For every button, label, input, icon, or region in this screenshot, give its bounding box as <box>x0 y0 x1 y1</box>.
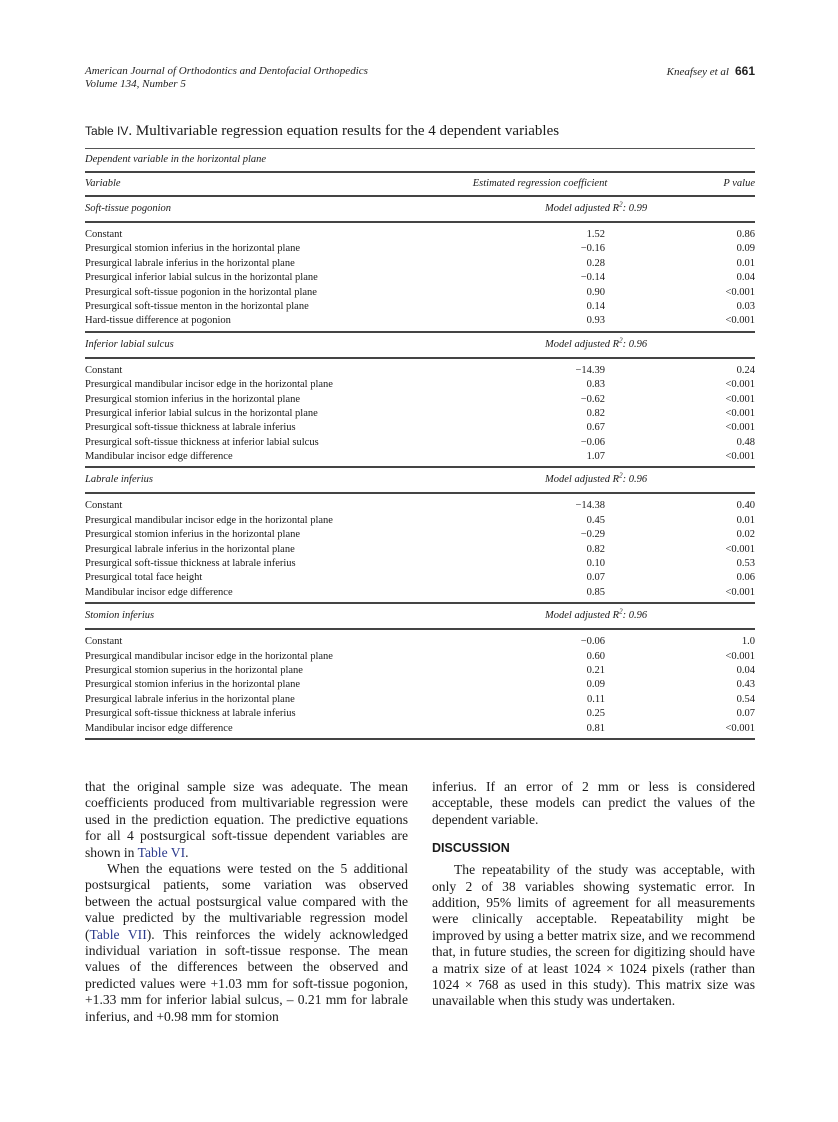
coefficient-cell: −14.39 <box>575 364 605 376</box>
paragraph: inferius. If an error of 2 mm or less is considered acceptable, these models can predict the values of the dependent variable. <box>432 779 755 827</box>
table-row <box>85 650 755 664</box>
table-row <box>85 242 755 256</box>
variable-cell: Mandibular incisor edge difference <box>85 586 233 598</box>
variable-cell: Constant <box>85 500 123 512</box>
column-headers <box>85 173 755 195</box>
dependent-variable-name: Stomion inferius <box>85 610 155 622</box>
coefficient-cell: 0.07 <box>586 572 605 584</box>
paragraph: When the equations were tested on the 5 additional postsurgical patients, some variation was observed between the actual postsurgical value compared with the value predicted by the multivariable regression model (Table VII). This reinforces the widely acknowledged individual variation in soft-tissue response. The mean values of the differences between the observed and predicted values were +1.03 mm for soft-tissue pogonion, +1.33 mm for inferior labial sulcus, – 0.21 mm for labrale inferius, and +0.98 mm for stomion <box>85 861 408 1024</box>
variable-cell: Mandibular incisor edge difference <box>85 722 233 734</box>
column-header-variable: Variable <box>85 178 121 189</box>
p-value-cell: 0.43 <box>736 679 755 691</box>
p-value-cell: 0.01 <box>736 514 755 526</box>
table-row <box>85 300 755 314</box>
coefficient-cell: −0.29 <box>580 529 605 541</box>
p-value-cell: 0.53 <box>736 558 755 570</box>
p-value-cell: 1.0 <box>741 636 755 648</box>
table-row <box>85 436 755 450</box>
dependent-variable-name: Labrale inferius <box>85 474 153 486</box>
coefficient-cell: 1.07 <box>586 451 605 463</box>
coefficient-cell: 0.10 <box>586 558 605 570</box>
coefficient-cell: 0.90 <box>586 286 605 298</box>
p-value-cell: <0.001 <box>725 379 755 391</box>
table-row <box>85 286 755 300</box>
table-row <box>85 499 755 513</box>
p-value-cell: 0.48 <box>736 436 755 448</box>
variable-cell: Presurgical soft-tissue thickness at labrale inferius <box>85 422 296 434</box>
section-header <box>85 197 755 221</box>
table-row <box>85 707 755 721</box>
table-label: Table IV <box>85 124 129 138</box>
journal-volume: Volume 134, Number 5 <box>85 78 186 90</box>
p-value-cell: 0.07 <box>736 708 755 720</box>
table-row <box>85 586 755 600</box>
table-title: . Multivariable regression equation results for the 4 dependent variables <box>128 123 560 139</box>
p-value-cell: <0.001 <box>725 315 755 327</box>
table-row <box>85 557 755 571</box>
paragraph: that the original sample size was adequate. The mean coefficients produced from multivariable regression were used in the prediction equation. The predictive equations for all 4 postsurgical soft-tissue dependent variables are shown in Table VI. <box>85 779 408 860</box>
variable-cell: Presurgical total face height <box>85 572 203 584</box>
coefficient-cell: 0.45 <box>586 514 605 526</box>
coefficient-cell: 0.67 <box>586 422 605 434</box>
variable-cell: Presurgical inferior labial sulcus in the horizontal plane <box>85 272 318 284</box>
variable-cell: Presurgical mandibular incisor edge in the horizontal plane <box>85 650 333 662</box>
coefficient-cell: −0.06 <box>580 636 605 648</box>
coefficient-cell: 0.09 <box>586 679 605 691</box>
journal-title: American Journal of Orthodontics and Dentofacial Orthopedics <box>85 65 368 77</box>
coefficient-cell: 0.14 <box>586 300 605 312</box>
table-row <box>85 543 755 557</box>
table-row <box>85 664 755 678</box>
section-header <box>85 333 755 357</box>
p-value-cell: 0.40 <box>736 500 755 512</box>
p-value-cell: 0.86 <box>736 229 755 240</box>
coefficient-cell: −0.14 <box>580 272 605 284</box>
p-value-cell: 0.06 <box>736 572 755 584</box>
variable-cell: Presurgical stomion inferius in the horizontal plane <box>85 679 301 691</box>
variable-cell: Presurgical labrale inferius in the horizontal plane <box>85 257 295 269</box>
coefficient-cell: −0.16 <box>580 243 605 255</box>
coefficient-cell: 0.83 <box>586 379 605 391</box>
coefficient-cell: 1.52 <box>586 229 605 240</box>
model-r2: Model adjusted $R^2$: 0.96 <box>545 471 648 486</box>
p-value-cell: <0.001 <box>725 407 755 419</box>
coefficient-cell: −14.38 <box>575 500 605 512</box>
coefficient-cell: 0.25 <box>586 708 605 720</box>
table-row <box>85 228 755 242</box>
variable-cell: Presurgical mandibular incisor edge in the horizontal plane <box>85 379 333 391</box>
column-header-p-value: P value <box>723 178 755 189</box>
p-value-cell: 0.03 <box>736 300 755 312</box>
p-value-cell: <0.001 <box>725 422 755 434</box>
coefficient-cell: 0.93 <box>586 315 605 327</box>
section-header <box>85 604 755 628</box>
p-value-cell: <0.001 <box>725 286 755 298</box>
coefficient-cell: 0.21 <box>586 664 605 676</box>
coefficient-cell: 0.11 <box>587 693 605 705</box>
table-row <box>85 271 755 285</box>
p-value-cell: 0.02 <box>736 529 755 541</box>
table-row <box>85 722 755 736</box>
p-value-cell: 0.54 <box>736 693 755 705</box>
variable-cell: Presurgical soft-tissue thickness at inferior labial sulcus <box>85 436 319 448</box>
coefficient-cell: 0.82 <box>586 543 605 555</box>
page-number: 661 <box>734 64 755 78</box>
dependent-variable-name: Soft-tissue pogonion <box>85 203 172 214</box>
variable-cell: Presurgical soft-tissue menton in the horizontal plane <box>85 300 309 312</box>
p-value-cell: <0.001 <box>725 451 755 463</box>
body-column-left <box>85 779 408 1025</box>
paragraph: The repeatability of the study was acceptable, with only 2 of 38 variables showing systematic error. In addition, 95% limits of agreement for all measurements were clinically acceptable. Repeatability might be improved by using a better matrix size, and we recommend that, in future studies, the screen for digitizing should have a matrix size of at least 1024 × 1024 pixels (rather than 1024 × 768 as used in this study). This matrix size was unavailable when this study was undertaken. <box>432 862 755 1009</box>
variable-cell: Presurgical stomion inferius in the horizontal plane <box>85 393 301 405</box>
table-row <box>85 528 755 542</box>
p-value-cell: 0.09 <box>736 243 755 255</box>
table-row <box>85 450 755 464</box>
table-vii-link[interactable]: Table VII <box>89 926 147 942</box>
variable-cell: Presurgical stomion superius in the horizontal plane <box>85 664 303 676</box>
variable-cell: Presurgical soft-tissue thickness at labrale inferius <box>85 708 296 720</box>
running-authors: Kneafsey et al <box>666 66 729 78</box>
coefficient-cell: −0.06 <box>580 436 605 448</box>
column-header-coefficient: Estimated regression coefficient <box>472 178 608 189</box>
p-value-cell: <0.001 <box>725 586 755 598</box>
p-value-cell: 0.04 <box>736 664 755 676</box>
table-row <box>85 514 755 528</box>
table-row <box>85 257 755 271</box>
coefficient-cell: 0.81 <box>586 722 605 734</box>
dependent-variable-header: Dependent variable in the horizontal plane <box>85 154 267 165</box>
journal-info <box>85 65 368 91</box>
coefficient-cell: −0.62 <box>580 393 605 405</box>
section-heading-discussion: DISCUSSION <box>432 841 510 856</box>
variable-cell: Presurgical labrale inferius in the horizontal plane <box>85 693 295 705</box>
table-row <box>85 693 755 707</box>
variable-cell: Presurgical soft-tissue thickness at labrale inferius <box>85 558 296 570</box>
page-info <box>667 65 755 79</box>
variable-cell: Presurgical mandibular incisor edge in the horizontal plane <box>85 514 333 526</box>
p-value-cell: <0.001 <box>725 393 755 405</box>
model-r2: Model adjusted $R^2$: 0.96 <box>545 336 648 350</box>
table-row <box>85 678 755 692</box>
p-value-cell: 0.01 <box>736 257 755 269</box>
dependent-variable-name: Inferior labial sulcus <box>85 338 174 350</box>
table-caption <box>85 122 755 140</box>
coefficient-cell: 0.28 <box>586 257 605 269</box>
p-value-cell: 0.24 <box>736 364 755 376</box>
body-column-right <box>432 779 755 1010</box>
variable-cell: Mandibular incisor edge difference <box>85 451 233 463</box>
variable-cell: Hard-tissue difference at pogonion <box>85 315 231 327</box>
table-row <box>85 407 755 421</box>
variable-cell: Presurgical stomion inferius in the horizontal plane <box>85 529 301 541</box>
variable-cell: Constant <box>85 364 123 376</box>
table-row <box>85 571 755 585</box>
model-r2: Model adjusted $R^2$: 0.96 <box>545 607 648 622</box>
variable-cell: Presurgical stomion inferius in the horizontal plane <box>85 243 301 255</box>
coefficient-cell: 0.82 <box>586 407 605 419</box>
table-row <box>85 378 755 392</box>
coefficient-cell: 0.60 <box>586 650 605 662</box>
table-vi-link[interactable]: Table VI <box>137 844 186 860</box>
section-header <box>85 468 755 492</box>
p-value-cell: 0.04 <box>736 272 755 284</box>
p-value-cell: <0.001 <box>725 722 755 734</box>
coefficient-cell: 0.85 <box>586 586 605 598</box>
model-r2: Model adjusted $R^2$: 0.99 <box>545 200 648 214</box>
table-row <box>85 421 755 435</box>
variable-cell: Presurgical soft-tissue pogonion in the horizontal plane <box>85 286 317 298</box>
p-value-cell: <0.001 <box>725 543 755 555</box>
table-row <box>85 393 755 407</box>
table-row <box>85 635 755 649</box>
variable-cell: Constant <box>85 229 123 240</box>
p-value-cell: <0.001 <box>725 650 755 662</box>
regression-table <box>85 122 755 740</box>
variable-cell: Constant <box>85 636 123 648</box>
variable-cell: Presurgical labrale inferius in the horizontal plane <box>85 543 295 555</box>
variable-cell: Presurgical inferior labial sulcus in the horizontal plane <box>85 407 318 419</box>
table-row <box>85 314 755 328</box>
table-row <box>85 364 755 378</box>
